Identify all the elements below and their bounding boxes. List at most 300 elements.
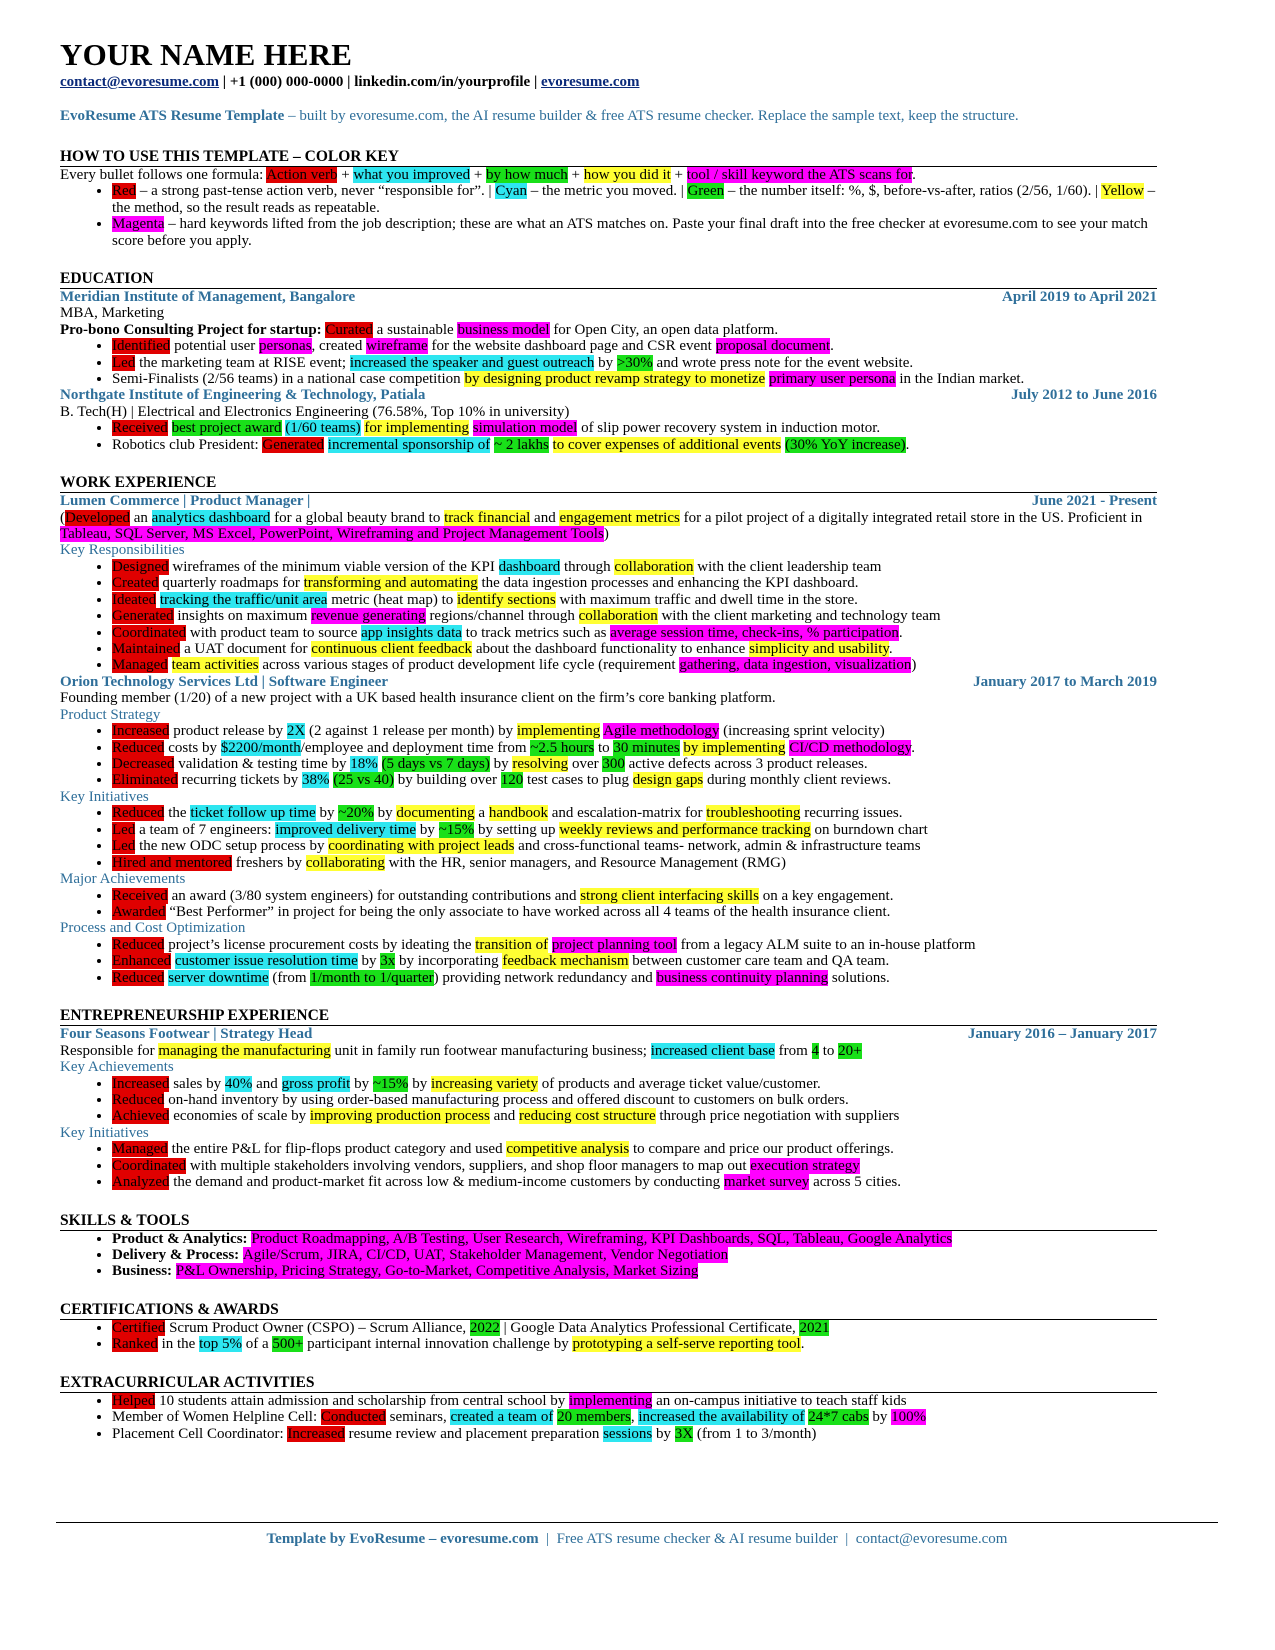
text-segment: by [489,755,513,772]
highlight-g: 3X [674,1425,694,1442]
bullet-item [112,723,1157,739]
text-segment: “Best Performer” in project for being the only associate to have worked across all 4 teams of the health insurance client. [165,904,891,920]
highlight-r: Conducted [320,1409,386,1426]
bullet-item [112,183,1157,216]
text-segment [378,756,382,772]
text-segment: – a strong past-tense action verb, never “responsible for”. | [136,183,496,200]
highlight-y: weekly reviews and performance tracking [559,821,811,838]
text-segment: , created [311,338,367,355]
bullet-item [112,805,1157,821]
text-segment [168,420,172,436]
highlight-r: Enhanced [112,953,172,970]
text-segment: project’s license procurement costs by ideating the [164,937,476,953]
highlight-g: Green [687,183,725,200]
bullet-item [112,625,1157,641]
highlight-r: Awarded [112,904,166,920]
highlight-m: Magenta [112,216,165,233]
org-row [60,493,1157,509]
org-row [60,674,1157,690]
highlight-m: Product Roadmapping, A/B Testing, User Research, Wireframing, KPI Dashboards, SQL, Tableau, Google Analytics [251,1230,953,1247]
bullet-item [112,641,1157,657]
org-title: Meridian Institute of Management, Bangalore [60,289,356,306]
highlight-m: personas [259,338,312,355]
highlight-y: to cover expenses of additional events [552,436,782,453]
text-segment: (from 1 to 3/month) [693,1425,817,1442]
highlight-m: revenue generating [311,608,426,625]
text-segment: + [470,167,487,183]
text-segment: regions/channel through [425,608,579,625]
bullet-item [112,1426,1157,1442]
highlight-g: 24*7 cabs [808,1409,869,1426]
bullet-item [112,371,1157,387]
highlight-y: team activities [171,657,259,674]
bullet-item [112,1247,1157,1263]
highlight-m: simulation model [472,420,578,437]
highlight-c: customer issue resolution time [174,953,358,970]
highlight-g: (25 vs 40) [333,772,395,789]
highlight-y: feedback mechanism [502,953,629,970]
highlight-r: Reduced [112,805,165,822]
org-row [60,1026,1157,1042]
highlight-g: (30% YoY increase) [784,436,906,453]
text-segment: by [652,1425,675,1442]
bullet-item [112,822,1157,838]
bullet-list [60,420,1157,453]
highlight-y: collaboration [614,558,694,575]
highlight-y: competitive analysis [506,1141,630,1158]
highlight-m: business model [457,321,550,338]
text-segment: of slip power recovery system in induction motor. [577,420,881,437]
text-segment: the marketing team at RISE event; [135,354,350,371]
bullet-item [112,559,1157,575]
highlight-r: Reduced [112,937,165,953]
bullet-item [112,953,1157,969]
highlight-c: 38% [301,772,330,789]
linkedin-text: linkedin.com/in/yourprofile [354,74,531,90]
highlight-c: created a team of [450,1409,554,1426]
text-segment: (2 against 1 release per month) by [305,723,517,740]
text-segment: by [868,1409,892,1426]
bullet-item [112,904,1157,920]
text-segment: B. Tech(H) | Electrical and Electronics Engineering (76.58%, Top 10% in university) [60,403,570,420]
highlight-r: Curated [325,321,373,338]
highlight-g: 2022 [469,1319,500,1336]
text-segment: Every bullet follows one formula: [60,167,267,183]
bullet-item [112,1336,1157,1352]
highlight-y: coordinating with project leads [328,838,515,855]
text-segment: by incorporating [395,953,503,970]
text-segment: unit in family run footwear manufacturing business; [330,1042,651,1059]
text-segment: quarterly roadmaps for [158,575,304,592]
text-line [60,1043,1157,1059]
highlight-y: reducing cost structure [519,1108,656,1125]
text-segment: ) providing network redundancy and [433,969,657,986]
bullet-item [112,1076,1157,1092]
text-segment: an award (3/80 system engineers) for outstanding contributions and [167,887,581,904]
text-segment: with product team to source [186,624,362,641]
text-segment: Delivery & Process: [112,1247,243,1264]
bullet-item [112,1108,1157,1124]
bullet-item [112,608,1157,624]
highlight-g: 500+ [272,1336,304,1353]
contact-line [60,74,1157,91]
text-segment: . [800,1336,805,1353]
highlight-r: Action verb [266,167,338,183]
date-range: January 2017 to March 2019 [973,673,1157,690]
highlight-r: Eliminated [112,772,178,789]
text-segment: by [357,953,381,970]
date-range: July 2012 to June 2016 [1011,387,1157,404]
highlight-g: ~15% [438,821,475,838]
highlight-c: 2X [286,723,306,740]
text-segment: Pro-bono Consulting Project for startup: [60,321,326,338]
highlight-y: increasing variety [430,1075,538,1092]
text-segment: product release by [169,723,287,740]
bullet-item [112,1231,1157,1247]
text-segment: through price negotiation with suppliers [655,1108,900,1125]
highlight-r: Reduced [112,739,165,756]
bullet-item [112,1092,1157,1108]
section-heading-skills: SKILLS & TOOLS [60,1211,1157,1231]
text-segment: a UAT document for [180,640,312,657]
highlight-r: Developed [65,509,130,526]
highlight-g: 20+ [838,1042,862,1059]
highlight-y: troubleshooting [706,805,801,822]
footer-contact: contact@evoresume.com [855,1531,1008,1547]
text-segment: with multiple stakeholders involving vendors, suppliers, and shop floor managers to map out [186,1157,751,1174]
text-segment: (increasing sprint velocity) [719,723,885,740]
bullet-list [60,338,1157,387]
highlight-r: Helped [112,1392,156,1409]
highlight-m: implementing [569,1392,653,1409]
text-segment: to [594,739,614,756]
highlight-c: 40% [224,1075,253,1092]
text-segment: for the website dashboard page and CSR event [427,338,716,355]
text-segment: Scrum Product Owner (CSPO) – Scrum Alliance, [165,1319,470,1336]
text-segment: in the Indian market. [895,371,1025,388]
bullet-item [112,772,1157,788]
text-segment: + [567,167,584,183]
text-segment: participant internal innovation challenge by [303,1336,573,1353]
bullet-item [112,970,1157,986]
text-segment: . [911,739,915,756]
highlight-y: collaborating [305,854,385,871]
bullet-item [112,756,1157,772]
bullet-list [60,805,1157,871]
text-segment: – the method, so the result reads as repeatable. [112,183,1156,216]
org-title: Lumen Commerce | Product Manager | [60,493,311,510]
highlight-m: market survey [723,1174,810,1191]
text-segment: during monthly client reviews. [703,772,892,789]
text-segment: the [164,805,191,822]
highlight-m: Tableau, SQL Server, MS Excel, PowerPoint, Wireframing and Project Management Tools [60,525,604,542]
text-segment: Robotics club President: [112,436,263,453]
bullet-item [112,420,1157,436]
bullet-item [112,1158,1157,1174]
section-heading-certs: CERTIFICATIONS & AWARDS [60,1300,1157,1320]
section-heading-work: WORK EXPERIENCE [60,473,1157,493]
text-segment: over [568,755,603,772]
text-segment: by [416,821,439,838]
highlight-r: Increased [287,1425,345,1442]
bullet-list [60,1393,1157,1442]
highlight-r: Increased [112,1075,170,1092]
text-segment: and [489,1108,520,1125]
section-heading-howto: HOW TO USE THIS TEMPLATE – COLOR KEY [60,147,1157,167]
text-segment: across 5 cities. [809,1174,901,1191]
highlight-m: tool / skill keyword the ATS scans for [686,167,913,183]
highlight-r: Analyzed [112,1174,170,1191]
highlight-c: app insights data [361,624,462,641]
text-segment: on a key engagement. [758,887,894,904]
highlight-c: tracking the traffic/unit area [159,591,328,608]
highlight-g: 20 members [557,1409,631,1426]
website-link[interactable]: evoresume.com [541,74,640,90]
text-segment: for a global beauty brand to [270,509,445,526]
text-segment: . [905,436,910,453]
highlight-y: by designing product revamp strategy to monetize [464,371,766,388]
text-segment: economies of scale by [169,1108,310,1125]
highlight-y: track financial [444,509,531,526]
text-segment: – the number itself: %, $, before-vs-after, ratios (2/56, 1/60). | [724,183,1102,200]
highlight-y: identify sections [456,591,556,608]
text-segment: by [315,805,339,822]
section-heading-education: EDUCATION [60,269,1157,289]
bullet-list [60,1141,1157,1190]
highlight-c: top 5% [199,1336,242,1353]
text-segment: – hard keywords lifted from the job description; these are what an ATS matches on. Paste your final draft into the free checker at evoresume.com to see your match score before you apply. [112,216,1148,249]
text-segment: from [774,1042,812,1059]
bullet-item [112,657,1157,673]
text-segment: with maximum traffic and dwell time in the store. [555,591,858,608]
highlight-r: Red [112,183,137,200]
highlight-r: Led [112,838,136,855]
highlight-m: P&L Ownership, Pricing Strategy, Go-to-Market, Competitive Analysis, Market Sizing [175,1263,699,1280]
footer-separator: | [837,1531,856,1547]
text-segment: Member of Women Helpline Cell: [112,1409,321,1426]
text-segment: to compare and price our product offerings. [629,1141,894,1158]
text-segment: for Open City, an open data platform. [549,321,779,338]
text-segment: an [129,509,152,526]
highlight-y: strong client interfacing skills [580,887,759,904]
bullet-item [112,855,1157,871]
text-segment: recurring tickets by [177,772,302,789]
footer-credit: Template by EvoResume – evoresume.com [266,1531,539,1547]
text-segment: a sustainable [372,321,458,338]
bullet-item [112,1174,1157,1190]
highlight-c: what you improved [353,167,471,183]
highlight-g: ~15% [372,1075,409,1092]
text-line [60,690,1157,706]
subheading: Key Initiatives [60,788,149,805]
bullet-list [60,559,1157,674]
text-segment: freshers by [231,854,306,871]
highlight-g: ~ 2 lakhs [494,436,549,453]
text-segment: recurring issues. [800,805,903,822]
text-segment: . [912,167,916,183]
org-row [60,289,1157,305]
bullet-list [60,1320,1157,1353]
text-segment: the new ODC setup process by [135,838,329,855]
highlight-c: 18% [350,755,378,772]
highlight-g: 300 [602,755,625,772]
tagline-text: – built by evoresume.com, the AI resume builder & free ATS resume checker. Replace the sample text, keep the structure. [284,108,1019,124]
bullet-list [60,888,1157,921]
highlight-c: increased the speaker and guest outreach [349,354,595,371]
text-segment: metric (heat map) to [327,591,457,608]
org-title: Northgate Institute of Engineering & Technology, Patiala [60,387,426,404]
bullet-item [112,592,1157,608]
text-segment: Product & Analytics: [112,1230,252,1247]
highlight-y: prototyping a self-serve reporting tool [572,1336,801,1353]
highlight-y: design gaps [632,772,704,789]
highlight-y: how you did it [583,167,671,183]
highlight-r: Identified [112,338,171,355]
highlight-y: managing the manufacturing [158,1042,331,1059]
highlight-r: Created [112,575,159,592]
text-segment: for a pilot project of a digitally integrated retail store in the US. Proficient in [679,509,1143,526]
text-segment: by setting up [474,821,560,838]
highlight-r: Led [112,354,136,371]
highlight-r: Coordinated [112,1157,187,1174]
highlight-y: resolving [512,755,569,772]
text-segment: active defects across 3 product releases. [624,755,868,772]
subheading: Major Achievements [60,871,186,887]
bullet-list [60,937,1157,986]
text-segment: of a [242,1336,273,1353]
text-segment: the entire P&L for flip-flops product category and used [167,1141,507,1158]
text-segment: by [350,1075,373,1092]
date-range: January 2016 – January 2017 [967,1026,1157,1043]
bullet-list [60,183,1157,249]
bullet-item [112,355,1157,371]
text-segment: sales by [169,1075,225,1092]
highlight-r: Coordinated [112,624,187,641]
highlight-r: Generated [262,436,325,453]
text-segment: a team of 7 engineers: [135,821,276,838]
text-segment: + [337,167,354,183]
text-segment: with the HR, senior managers, and Resource Management (RMG) [384,854,786,871]
text-segment: Semi-Finalists (2/56 teams) in a national case competition [112,371,465,388]
text-segment: + [670,167,687,183]
bullet-list [60,723,1157,789]
highlight-y: transforming and automating [303,575,478,592]
text-segment: , [630,1409,639,1426]
text-segment: between customer care team and QA team. [628,953,890,970]
text-segment: MBA, Marketing [60,305,165,322]
highlight-y: transition of [475,937,549,953]
bullet-item [112,1409,1157,1425]
bullet-item [112,838,1157,854]
section-heading-extra: EXTRACURRICULAR ACTIVITIES [60,1373,1157,1393]
phone-number: +1 (000) 000-0000 [229,74,344,90]
highlight-c: sessions [603,1425,653,1442]
subheading: Key Responsibilities [60,542,185,559]
text-segment: insights on maximum [173,608,312,625]
highlight-y: Yellow [1101,183,1144,200]
highlight-g: (5 days vs 7 days) [381,755,490,772]
text-line [60,305,1157,321]
highlight-m: proposal document [715,338,831,355]
text-segment: by [373,805,397,822]
highlight-m: gathering, data ingestion, visualization [679,657,912,674]
text-segment: a [474,805,489,822]
text-segment: 10 students attain admission and scholarship from central school by [155,1392,569,1409]
highlight-m: business continuity planning [656,969,829,986]
text-segment: of products and average ticket value/customer. [537,1075,821,1092]
text-segment: through [560,558,615,575]
text-segment: validation & testing time by [174,755,351,772]
highlight-g: best project award [171,420,282,437]
text-segment: the demand and product-market fit across low & medium-income customers by conducting [169,1174,724,1191]
bullet-item [112,1263,1157,1279]
text-segment: | Google Data Analytics Professional Certificate, [499,1319,800,1336]
highlight-c: ticket follow up time [190,805,316,822]
text-segment: an on-campus initiative to teach staff kids [652,1392,907,1409]
bullet-list [60,1076,1157,1125]
text-segment: (from [268,969,311,986]
text-segment: resume review and placement preparation [344,1425,604,1442]
highlight-r: Ideated [112,591,157,608]
text-segment: from a legacy ALM suite to an in-house platform [676,937,976,953]
text-segment: and wrote press note for the event website. [652,354,914,371]
separator: | [343,74,355,90]
highlight-c: incremental sponsorship of [327,436,491,453]
text-segment [549,437,553,453]
highlight-r: Hired and mentored [112,854,232,871]
highlight-r: Achieved [112,1108,170,1125]
highlight-y: handbook [488,805,548,822]
separator: | [219,74,230,90]
footer-tagline: Free ATS resume checker & AI resume builder [556,1531,838,1547]
highlight-c: improved delivery time [275,821,417,838]
org-title: Four Seasons Footwear | Strategy Head [60,1026,313,1043]
highlight-y: improving production process [309,1108,490,1125]
highlight-r: Decreased [112,755,175,772]
text-segment: by [594,354,617,371]
text-segment: potential user [170,338,260,355]
org-title: Orion Technology Services Ltd | Software Engineer [60,673,389,690]
highlight-y: for implementing [364,420,469,437]
text-segment: solutions. [828,969,890,986]
highlight-r: Reduced [112,1092,165,1109]
text-segment [168,657,172,673]
highlight-y: simplicity and usability [749,640,889,657]
template-tagline [60,108,1157,125]
section-heading-entre: ENTREPRENEURSHIP EXPERIENCE [60,1006,1157,1026]
highlight-r: Received [112,887,168,904]
text-segment: ( [60,509,65,526]
text-segment: and escalation-matrix for [548,805,707,822]
highlight-c: (1/60 teams) [285,420,361,437]
highlight-m: Agile/Scrum, JIRA, CI/CD, UAT, Stakeholder Management, Vendor Negotiation [242,1247,729,1264]
highlight-y: engagement metrics [559,509,680,526]
text-segment: Responsible for [60,1042,159,1059]
bullet-item [112,575,1157,591]
highlight-c: increased the availability of [638,1409,805,1426]
highlight-c: dashboard [498,558,561,575]
bullet-item [112,338,1157,354]
highlight-c: increased client base [650,1042,775,1059]
highlight-c: $2200/month [220,739,301,756]
text-segment: across various stages of product development life cycle (requirement [258,657,680,674]
text-segment: in the [157,1336,200,1353]
highlight-y: continuous client feedback [311,640,473,657]
email-link[interactable]: contact@evoresume.com [60,74,220,90]
bullet-list [60,1231,1157,1280]
text-segment: . [888,640,893,657]
highlight-g: 2021 [799,1319,830,1336]
